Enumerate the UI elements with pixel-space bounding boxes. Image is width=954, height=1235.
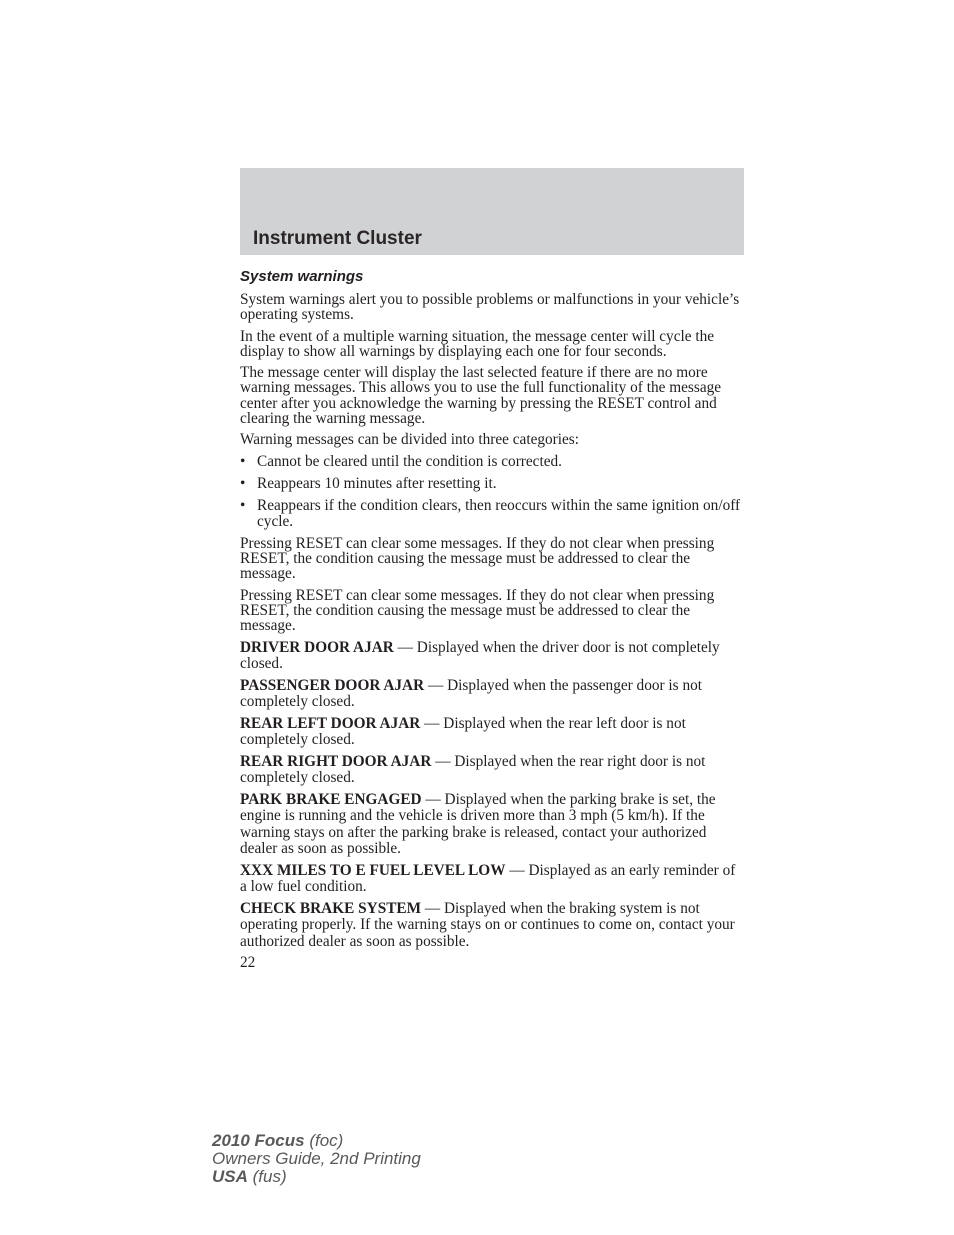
warning-description: — Displayed when the parking brake is set, the engine is running and the vehicle is driven more than 3 mph (5 km/h). If the warning stays on after the parking brake is released, contact your authorized dealer as soon as possible. [240, 790, 716, 858]
footer-line-market: USA (fus) [212, 1167, 287, 1186]
footer-line-edition: Owners Guide, 2nd Printing [212, 1149, 421, 1168]
warning-description: — Displayed as an early reminder of a low fuel condition. [240, 861, 736, 896]
warning-term: XXX MILES TO E FUEL LEVEL LOW [240, 861, 506, 879]
chapter-title: Instrument Cluster [253, 228, 422, 249]
bullet-item [240, 454, 744, 469]
document-footer [212, 1132, 421, 1186]
bullet-text: Reappears if the condition clears, then reoccurs within the same ignition on/off cycle. [257, 497, 741, 530]
intro-paragraph: Warning messages can be divided into three categories: [240, 431, 580, 449]
warning-description: — Displayed when the rear right door is not completely closed. [240, 752, 706, 787]
bullet-item [240, 498, 744, 529]
bullet-dot-icon: • [240, 452, 246, 470]
section-header-band [240, 168, 744, 255]
reset-paragraph: Pressing RESET can clear some messages. If they do not clear when pressing RESET, the condition causing the message must be addressed to clear the message. [240, 586, 715, 635]
warning-term: PARK BRAKE ENGAGED [240, 790, 422, 808]
warning-park-brake-engaged [240, 792, 744, 858]
bullet-item [240, 476, 744, 491]
bullet-dot-icon: • [240, 474, 246, 492]
warning-driver-door-ajar [240, 640, 744, 673]
warning-term: PASSENGER DOOR AJAR [240, 676, 425, 694]
warning-fuel-level-low [240, 863, 744, 896]
bullet-dot-icon: • [240, 497, 246, 515]
warning-rear-right-door-ajar [240, 754, 744, 787]
warning-description: — Displayed when the driver door is not completely closed. [240, 638, 720, 673]
bullet-text: Reappears 10 minutes after resetting it. [257, 474, 497, 492]
reset-paragraph: Pressing RESET can clear some messages. If they do not clear when pressing RESET, the condition causing the message must be addressed to clear the message. [240, 534, 715, 583]
warning-term: REAR LEFT DOOR AJAR [240, 714, 421, 732]
warning-description: — Displayed when the rear left door is not completely closed. [240, 714, 686, 749]
warning-description: — Displayed when the passenger door is not completely closed. [240, 676, 702, 711]
footer-line-model: 2010 Focus (foc) [212, 1131, 344, 1150]
warning-term: CHECK BRAKE SYSTEM [240, 899, 422, 917]
page-number: 22 [240, 954, 256, 972]
warning-check-brake-system [240, 901, 744, 951]
intro-paragraph: The message center will display the last selected feature if there are no more warning messages. This allows you to use the full functionality of the message center after you acknowledge the warning by pressing the RESET control and clearing the warning message. [240, 364, 722, 428]
warning-rear-left-door-ajar [240, 716, 744, 749]
warning-term: REAR RIGHT DOOR AJAR [240, 752, 432, 770]
section-title: System warnings [240, 268, 364, 285]
warning-passenger-door-ajar [240, 678, 744, 711]
intro-paragraph: System warnings alert you to possible problems or malfunctions in your vehicle’s operating systems. [240, 291, 740, 324]
warning-description: — Displayed when the braking system is not operating properly. If the warning stays on or continues to come on, contact your authorized dealer as soon as possible. [240, 899, 735, 950]
page-content [240, 268, 744, 970]
bullet-text: Cannot be cleared until the condition is corrected. [257, 452, 562, 470]
intro-paragraph: In the event of a multiple warning situation, the message center will cycle the display to show all warnings by displaying each one for four seconds. [240, 327, 715, 360]
warning-term: DRIVER DOOR AJAR [240, 638, 394, 656]
